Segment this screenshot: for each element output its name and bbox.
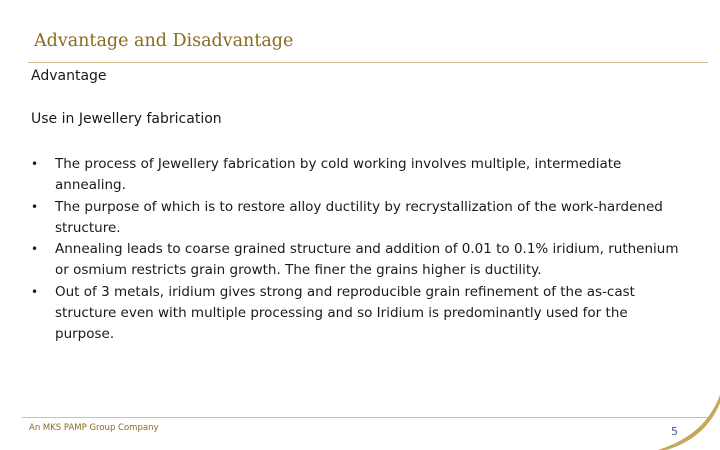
- footer-divider: [22, 417, 720, 418]
- page-number: 5: [671, 425, 678, 438]
- footer-company: An MKS PAMP Group Company: [29, 423, 159, 433]
- section-subheading: Use in Jewellery fabrication: [31, 111, 222, 127]
- title-divider: [28, 62, 708, 63]
- bullet-item: • The process of Jewellery fabrication by cold working involves multiple, intermediate annealing.: [31, 154, 681, 197]
- bullet-list: [31, 154, 681, 346]
- bullet-item: • Out of 3 metals, iridium gives strong and reproducible grain refinement of the as-cast structure even with multiple processing and so Iridium is predominantly used for the purpose.: [31, 282, 681, 346]
- slide-title: Advantage and Disadvantage: [34, 31, 294, 51]
- bullet-item: • Annealing leads to coarse grained structure and addition of 0.01 to 0.1% iridium, ruthenium or osmium restricts grain growth. The finer the grains higher is ductility.: [31, 239, 681, 282]
- corner-swoosh-decoration: [658, 395, 720, 450]
- section-heading: Advantage: [31, 68, 107, 84]
- bullet-item: • The purpose of which is to restore alloy ductility by recrystallization of the work-hardened structure.: [31, 197, 681, 240]
